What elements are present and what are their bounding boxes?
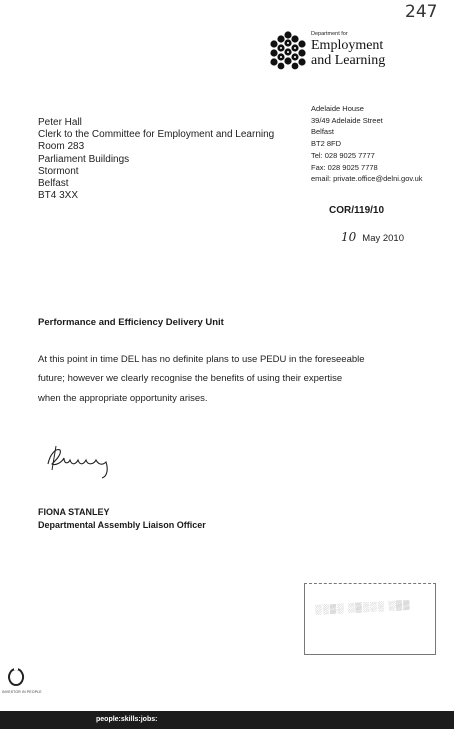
signer-title: Departmental Assembly Liaison Officer (38, 519, 206, 530)
department-logo (268, 30, 308, 75)
sender-city: Belfast (311, 127, 334, 137)
hexagon-cluster-logo-icon (268, 30, 308, 70)
sender-street: 39/49 Adelaide Street (311, 115, 383, 125)
stamp-smudge: ░░▒░ ░▒░░░ ░▒▒ (314, 599, 411, 615)
body-line-2: future; however we clearly recognise the benefits of using their expertise (38, 373, 343, 385)
signer-block (38, 506, 206, 531)
date-month-year: May 2010 (362, 233, 405, 244)
recipient-role: Clerk to the Committee for Employment and Learning (38, 129, 275, 141)
signature (42, 442, 122, 487)
sender-building: Adelaide House (311, 104, 364, 113)
investors-in-people-logo (7, 667, 25, 692)
sender-email: email: private.office@delni.gov.uk (311, 174, 423, 184)
recipient-building: Parliament Buildings (38, 153, 130, 165)
body-line-1: At this point in time DEL has no definite plans to use PEDU in the foreseeable (38, 354, 365, 365)
sender-tel: Tel: 028 9025 7777 (311, 150, 375, 160)
sender-postcode: BT2 8FD (311, 139, 342, 149)
department-name (311, 38, 385, 68)
footer-bar (0, 711, 454, 729)
department-prefix: Department for (311, 31, 348, 37)
recipient-address (38, 117, 274, 202)
handwritten-signature-icon (42, 442, 122, 482)
investors-in-people-text: INVESTOR IN PEOPLE (2, 690, 42, 694)
page-number: 247 (405, 2, 438, 22)
letter-subject: Performance and Efficiency Delivery Unit (38, 317, 224, 328)
department-name-line1: Employment (311, 38, 384, 53)
recipient-postcode: BT4 3XX (38, 190, 79, 202)
letter-date (341, 230, 404, 244)
received-stamp (304, 583, 436, 655)
investors-in-people-icon (7, 667, 25, 687)
letter-body (38, 350, 418, 408)
sender-address (311, 103, 423, 185)
department-name-line2: and Learning (311, 53, 386, 68)
signer-name: FIONA STANLEY (38, 507, 110, 517)
reference-number: COR/119/10 (329, 205, 385, 216)
recipient-name: Peter Hall (38, 117, 82, 128)
body-line-3: when the appropriate opportunity arises. (38, 392, 208, 404)
recipient-city: Belfast (38, 178, 69, 190)
footer-tagline: people:skills:jobs: (96, 716, 158, 723)
recipient-area: Stormont (38, 165, 79, 177)
date-day: 10 (341, 230, 357, 244)
recipient-room: Room 283 (38, 141, 85, 153)
sender-fax: Fax: 028 9025 7778 (311, 162, 378, 172)
